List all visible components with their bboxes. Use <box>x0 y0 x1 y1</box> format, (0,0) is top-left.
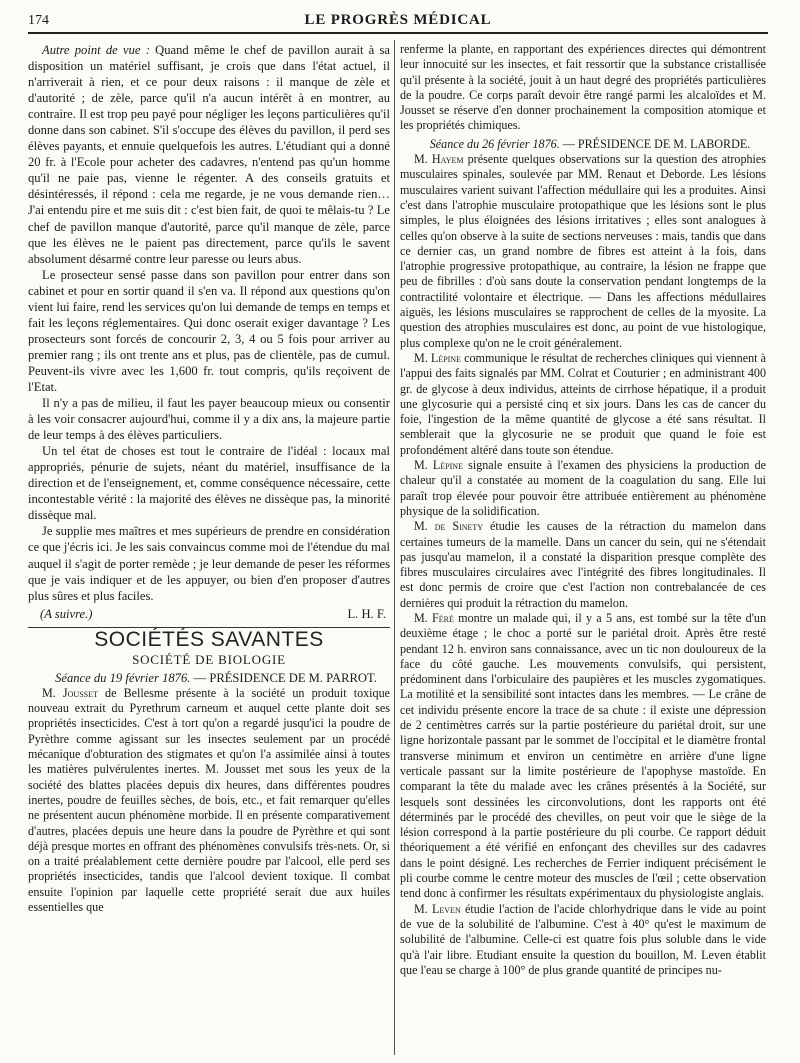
paragraph-text: communique le résultat de recherches cliniques qui viennent à l'appui des faits signalés par MM. Colrat et Couturier ; en administrant 400 gr. de glycose à deux individus, atteints de cirrhose hépatique, il a produit une glycosurie qui a persisté cinq et six jours. Dans les cas de cancer du foie, l'ingestion de la même quantité de glycose a été sans résultat. Il semblerait que la glycosurie ne se produit que quand le foie est profondément altéré dans toute son étendue. <box>400 350 766 457</box>
speaker-name: M. Leven <box>414 901 461 916</box>
paragraph-leven <box>400 902 766 978</box>
author-initials: L. H. F. <box>347 606 386 621</box>
continuation-note: (A suivre.) <box>40 606 93 621</box>
paragraph-text: étudie les causes de la rétraction du mamelon dans certaines tumeurs de la mamelle. Dans un cancer du sein, qui ne s'étendait pas jusqu'au mamelon, il a constaté la disparition presque complète des fibres musculaires circulaires avec l'intégrité des fibres longitudinales. Il est donc permis de croire que c'est l'action non contrebalancée de ces dernières qui produit la rétraction du mamelon. <box>400 519 766 610</box>
running-header <box>28 8 768 34</box>
paragraph-lead: Autre point de vue : <box>42 43 150 57</box>
paragraph-autre-point <box>28 42 390 267</box>
column-divider <box>394 40 395 1055</box>
session-president: — PRÉSIDENCE DE M. LABORDE. <box>562 136 751 151</box>
right-column <box>400 42 766 1057</box>
speaker-name: M. Lépine <box>414 350 461 365</box>
paragraph-text: étudie l'action de l'acide chlorhydrique dans le vide au point de vue de la solubilité de l'albumine. C'est à 40° qu'est le maximum de solubilité de l'albumine. Celle-ci est quatre fois plus soluble dans le vide qu'à l'air libre. Etudiant ensuite la question du bouillon, M. Leven établit que l'eau se charge à 100° de plus grande quantité de principes nu- <box>400 901 766 977</box>
paragraph-prosecteur: Le prosecteur sensé passe dans son pavillon pour entrer dans son cabinet et pour en sortir quand il s'en va. Il répond aux questions qu'on vient lui faire, rend les services qu'on lui demande de temps en temps et fait les leçons réglementaires. Qui donc oserait exiger davantage ? Les prosecteurs sont forcés de concourir 2, 3, 4 ou 5 fois pour arriver au premier rang ; ils ont trente ans et plus, pas de clientèle, pas de cumul. Peuvent-ils vivre avec les 1,600 fr. tout compris, qu'ils reçoivent de l'Etat. <box>28 267 390 394</box>
left-column <box>28 42 390 1057</box>
page-number: 174 <box>28 13 49 28</box>
paragraph-lepine-2 <box>400 458 766 519</box>
session-date: Séance du 19 février 1876. <box>55 670 191 685</box>
paragraph-text: Quand même le chef de pavillon aurait à sa disposition un matériel suffisant, je crois que dans l'état actuel, il n'arriverait à rien, et ce pour deux raisons : il manque de zèle et d'autorité ; de zèle, parce qu'il n'a aucun intérêt à en montrer, au contraire. Il est trop peu payé pour négliger les leçons particulières qu'il donne dans son cabinet. S'il s'occupe des élèves du pavillon, il perd ses élèves payants, et ennuie quelquefois les autres. L'étudiant qui a donné 20 fr. à l'Ecole pour acheter des cadavres, n'entend pas qu'un homme qu'il ne paie pas, vienne le régenter. A des conseils gratuits et désintéressés, il répond : cela me regarde, je ne vous demande rien… J'ai entendu pire et me suis dit : c'est bien fait, de quoi te mêlais-tu ? Le chef de pavillon manque d'autorité, parce qu'il manque de zèle, parce que les élèves ne le paient pas directement, parce qu'ils le savent absolument désarmé contre leur paresse ou leurs abus. <box>28 43 390 266</box>
section-title: SOCIÉTÉS SAVANTES <box>94 627 324 651</box>
paragraph-fere <box>400 611 766 902</box>
society-name: SOCIÉTÉ DE BIOLOGIE <box>132 651 286 667</box>
paragraph-supplie: Je supplie mes maîtres et mes supérieurs de prendre en considération ce que j'écris ici. Je les sais convaincus comme moi de l'étendue du mal auquel il s'agit de porter remède ; je leur demande de peser les réformes que je vais indiquer et de les appuyer, ou bien d'en proposer d'autres plus sûres et plus faciles. <box>28 524 390 603</box>
paragraph-hayem <box>400 152 766 351</box>
session-president: — PRÉSIDENCE DE M. PARROT. <box>193 670 377 685</box>
paragraph-continuation: renferme la plante, en rapportant des expériences directes qui démontrent leur innocuité sur les insectes, et fait ressortir que la substance cristallisée qu'il présente à la société, jouit à un haut degré des propriétés particulières de la poudre. Ce corps paraît devoir être rangé parmi les alcaloïdes et M. Jousset se réserve d'en donner prochainement la composition atomique et les propriétés chimiques. <box>400 42 766 133</box>
paragraph-text: signale ensuite à l'examen des physiciens la production de chaleur qu'il a constatée au moment de la coagulation du sang. Elle lui paraît trop élevée pour pouvoir être attribuée entièrement au phénomène physique de la solidification. <box>400 458 766 518</box>
paragraph-text: présente quelques observations sur la question des atrophies musculaires spinales, soulevée par MM. Renaut et Deborde. Les lésions musculaires varient suivant l'affection médullaire qui les a produites. Ainsi c'est dans l'atrophie musculaire protopathique que les lésions sont le plus simples, le plus éloignées des lésions irritatives ; elles sont analogues à celles qu'on observe à la suite de sections nerveuses : mais, tandis que dans ce dernier cas, un grand nombre de fibres est atteint à la fois, dans l'atrophie progressive protopathique, au contraire, la lésion ne frappe que peu de fibrilles : d'où sans doute la conservation pendant longtemps de la contractilité volontaire et électrique. — Dans les affections médullaires aiguës, les lésions musculaires se rapprochent de celles de la myosite. La question des atrophies musculaires est donc, au point de vue histologique, plus complexe qu'on ne le croit généralement. <box>400 152 766 350</box>
speaker-name: M. Lépine <box>414 458 463 473</box>
paragraph-etat: Un tel état de choses est tout le contraire de l'idéal : locaux mal appropriés, pénurie de sujets, néant du matériel, insuffisance de la direction et de l'enseignement, et, comme conséquence nécessaire, cette incontestable vérité : la majorité des élèves ne dissèque pas, la minorité dissèque mal. <box>28 444 390 523</box>
speaker-name: M. Féré <box>414 610 454 625</box>
paragraph-jousset <box>28 686 390 915</box>
speaker-name: M. de Sinety <box>414 519 484 534</box>
paragraph-lepine-1 <box>400 351 766 458</box>
paragraph-text: de Bellesme présente à la société un produit toxique nouveau extrait du Pyrethrum carneum et auquel cette plante doit ses propriétés insecticides. C'est à tort qu'on a regardé jusqu'ici la poudre de Pyrèthre comme agissant sur les insectes seulement par un procédé mécanique d'obturation des stigmates et qu'on l'a assimilée ainsi à toutes les matières pulvérulentes inertes. M. Jousset met sous les yeux de la société des blattes placées depuis dix heures, dans différentes poudres inertes, poudre de feuilles sèches, de bois, etc., et fait remarquer qu'elles ne présentent aucun phénomène morbide. Il en présente comparativement d'autres, placées depuis une heure dans la poudre de Pyrèthre et qui sont déjà presque mortes en offrant des phénomènes convulsifs très-nets. Or, si on a traité préalablement cette dernière poudre par l'alcool, elle perd ses propriétés insecticides, tandis que l'alcool devient toxique. Il combat ensuite l'opinion par laquelle cette propriété serait due aux huiles essentielles que <box>28 685 390 914</box>
session-heading <box>400 137 766 152</box>
paragraph-text: montre un malade qui, il y a 5 ans, est tombé sur la tête d'un deuxième étage ; le choc a porté sur le pariétal droit. Après être resté pendant 12 h. environ sans connaissance, avec un tic non douloureux de la face du côté gauche. Les mouvements convulsifs, qui persistent, prédominent dans l'orbiculaire des paupières et les muscles zygomatiques. La motilité et la sensibilité sont intactes dans les membres. — Le crâne de cet individu présente encore la trace de sa chute : il existe une dépression de 2 centimètres carrés sur la partie postérieure du pariétal droit, sur une ligne horizontale passant par le sommet de l'occipital et le diamètre frontal transverse minimum et environ un centimètre en arrière d'une ligne verticale passant sur la limite postérieure de l'apophyse mastoïde. En comparant la tête du malade avec les crânes présentés à la Société, sur lesquels sont dessinées les circonvolutions, dont les rapports ont été déterminés par le procédé des chevilles, on peut voir que le siège de la lésion correspond à la partie postérieure du pli courbe. Ce rapport déduit théoriquement a été vérifié en enfonçant des chevilles sur des cadavres dans le point désigné. Les recherches de Ferrier indiquent précisément le pli courbe comme le centre moteur des muscles de l'œil ; cette observation tend donc à confirmer les résultats expérimentaux du physiologiste anglais. <box>400 610 766 901</box>
speaker-name: M. Jousset <box>42 685 98 700</box>
speaker-name: M. Hayem <box>414 152 464 167</box>
session-heading <box>28 670 390 686</box>
paragraph-de-sinety <box>400 519 766 611</box>
signature-line <box>28 604 390 622</box>
journal-title: LE PROGRÈS MÉDICAL <box>304 12 492 28</box>
paragraph-milieu: Il n'y a pas de milieu, il faut les payer beaucoup mieux ou consentir à les voir consacrer aujourd'hui, comme il y a dix ans, la majeure partie de leur temps à des élèves particuliers. <box>28 396 390 443</box>
session-date: Séance du 26 février 1876. <box>429 136 560 151</box>
